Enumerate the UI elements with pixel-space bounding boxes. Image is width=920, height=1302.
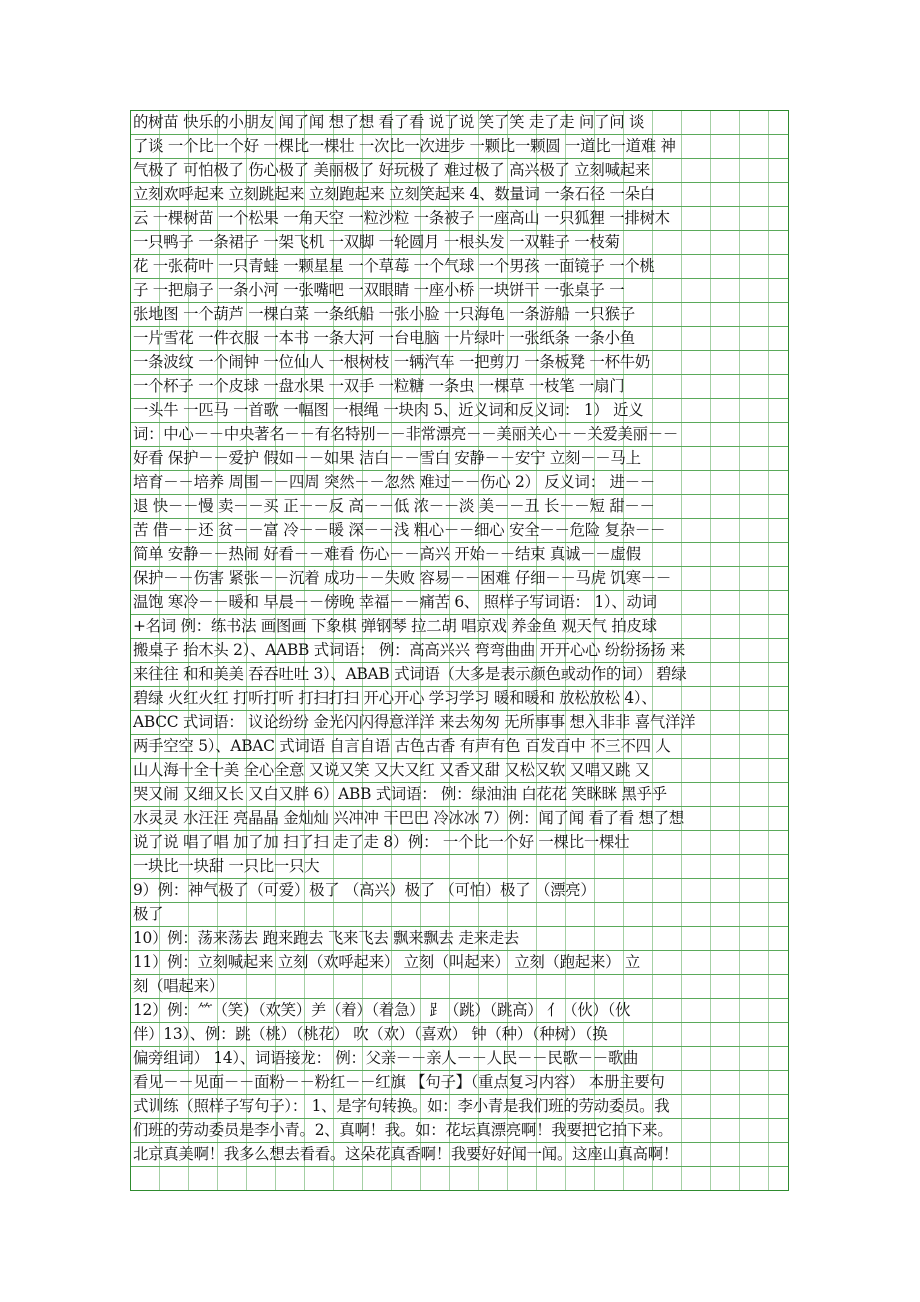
- text-line: 两手空空 5）、ABAC 式词语 自言自语 古色古香 有声有色 百发百中 不三不四 人: [133, 737, 671, 755]
- text-line: 极了: [133, 905, 164, 923]
- text-line: 子 一把扇子 一条小河 一张嘴吧 一双眼睛 一座小桥 一块饼干 一张桌子 一: [133, 281, 625, 299]
- text-line: 11）例：立刻喊起来 立刻（欢呼起来） 立刻（叫起来） 立刻（跑起来） 立: [133, 953, 641, 971]
- text-line: 词：中心－－中央著名－－有名特别－－非常漂亮－－美丽关心－－关爱美丽－－: [133, 425, 679, 443]
- text-line: 好看 保护－－爱护 假如－－如果 洁白－－雪白 安静－－安宁 立刻－－马上: [133, 449, 641, 467]
- text-line: 式训练（照样子写句子）： 1、是字句转换。如：李小青是我们班的劳动委员。我: [133, 1097, 670, 1115]
- text-line: 立刻欢呼起来 立刻跳起来 立刻跑起来 立刻笑起来 4、数量词 一条石径 一朵白: [133, 185, 655, 203]
- text-line: 们班的劳动委员是李小青。2、真啊！我。如：花坛真漂亮啊！我要把它拍下来。: [133, 1121, 673, 1139]
- text-line: 碧绿 火红火红 打听打听 打扫打扫 开心开心 学习学习 暖和暖和 放松放松 4）、: [133, 689, 657, 707]
- text-line: 云 一棵树苗 一个松果 一角天空 一粒沙粒 一条被子 一座高山 一只狐狸 一排树木: [133, 209, 670, 227]
- text-line: 一片雪花 一件衣服 一本书 一条大河 一台电脑 一片绿叶 一张纸条 一条小鱼: [133, 329, 635, 347]
- text-line: 保护－－伤害 紧张－－沉着 成功－－失败 容易－－困难 仔细－－马虎 饥寒－－: [133, 569, 671, 587]
- text-line: 了谈 一个比一个好 一棵比一棵壮 一次比一次进步 一颗比一颗圆 一道比一道难 神: [133, 137, 676, 155]
- text-line: 北京真美啊！我多么想去看看。这朵花真香啊！我要好好闻一闻。这座山真高啊！: [133, 1145, 679, 1163]
- text-line: 刻（唱起来）: [133, 977, 224, 995]
- text-line: ABCC 式词语： 议论纷纷 金光闪闪得意洋洋 来去匆匆 无所事事 想入非非 喜气洋洋: [133, 713, 696, 731]
- text-line: +名词 例：练书法 画图画 下象棋 弹钢琴 拉二胡 唱京戏 养金鱼 观天气 拍皮球: [133, 617, 657, 635]
- text-line: 来往往 和和美美 吞吞吐吐 3）、ABAB 式词语（大多是表示颜色或动作的词） 碧绿: [133, 665, 687, 683]
- text-line: 花 一张荷叶 一只青蛙 一颗星星 一个草莓 一个气球 一个男孩 一面镜子 一个桃: [133, 257, 655, 275]
- text-line: 偏旁组词） 14）、词语接龙： 例：父亲－－亲人－－人民－－民歌－－歌曲: [133, 1049, 639, 1067]
- text-line: 一条波纹 一个闹钟 一位仙人 一根树枝 一辆汽车 一把剪刀 一条板凳 一杯牛奶: [133, 353, 650, 371]
- text-line: 简单 安静－－热闹 好看－－难看 伤心－－高兴 开始－－结束 真诚－－虚假: [133, 545, 641, 563]
- text-line: 哭又闹 又细又长 又白又胖 6）ABB 式词语： 例：绿油油 白花花 笑眯眯 黑乎乎: [133, 785, 667, 803]
- text-line: 气极了 可怕极了 伤心极了 美丽极了 好玩极了 难过极了 高兴极了 立刻喊起来: [133, 161, 650, 179]
- text-line: 退 快－－慢 卖－－买 正－－反 高－－低 浓－－淡 美－－丑 长－－短 甜－－: [133, 497, 655, 515]
- text-line: 山人海十全十美 全心全意 又说又笑 又大又红 又香又甜 又松又软 又唱又跳 又: [133, 761, 650, 779]
- text-line: 伴）13）、例：跳（桃）（桃花） 吹（欢）（喜欢） 钟（种）（种树）（换: [133, 1025, 608, 1043]
- text-line: 看见－－见面－－面粉－－粉红－－红旗 【句子】（重点复习内容） 本册主要句: [133, 1073, 665, 1091]
- text-line: 搬桌子 抬木头 2）、AABB 式词语： 例：高高兴兴 弯弯曲曲 开开心心 纷纷扬扬 来: [133, 641, 686, 659]
- text-line: 的树苗 快乐的小朋友 闻了闻 想了想 看了看 说了说 笑了笑 走了走 问了问 谈: [133, 113, 645, 131]
- text-line: 温饱 寒冷－－暖和 早晨－－傍晚 幸福－－痛苦 6、 照样子写词语： 1）、动词: [133, 593, 657, 611]
- text-line: 9）例：神气极了（可爱）极了 （高兴）极了 （可怕）极了 （漂亮）: [133, 881, 596, 899]
- text-line: 水灵灵 水汪汪 亮晶晶 金灿灿 兴冲冲 干巴巴 冷冰冰 7）例：闻了闻 看了看 想了想: [133, 809, 684, 827]
- text-line: 说了说 唱了唱 加了加 扫了扫 走了走 8）例： 一个比一个好 一棵比一棵壮: [133, 833, 630, 851]
- text-line: 培育－－培养 周围－－四周 突然－－忽然 难过－－伤心 2） 反义词： 进－－: [133, 473, 655, 491]
- text-line: 一只鸭子 一条裙子 一架飞机 一双脚 一轮圆月 一根头发 一双鞋子 一枝菊: [133, 233, 620, 251]
- text-line: 张地图 一个葫芦 一棵白菜 一条纸船 一张小脸 一只海龟 一条游船 一只猴子: [133, 305, 635, 323]
- text-line: 12）例：⺮（笑）（欢笑）⺶（着）（着急） ⻊（跳）（跳高） 亻（伙）（伙: [133, 1001, 631, 1019]
- text-line: 10）例：荡来荡去 跑来跑去 飞来飞去 飘来飘去 走来走去: [133, 929, 519, 947]
- text-line: 一个杯子 一个皮球 一盘水果 一双手 一粒糖 一条虫 一棵草 一枝笔 一扇门: [133, 377, 625, 395]
- text-line: 一块比一块甜 一只比一只大: [133, 857, 320, 875]
- text-line: 苦 借－－还 贫－－富 冷－－暖 深－－浅 粗心－－细心 安全－－危险 复杂－－: [133, 521, 666, 539]
- grid-paper-page: [130, 110, 789, 1191]
- text-line: 一头牛 一匹马 一首歌 一幅图 一根绳 一块肉 5、近义词和反义词： 1） 近义: [133, 401, 644, 419]
